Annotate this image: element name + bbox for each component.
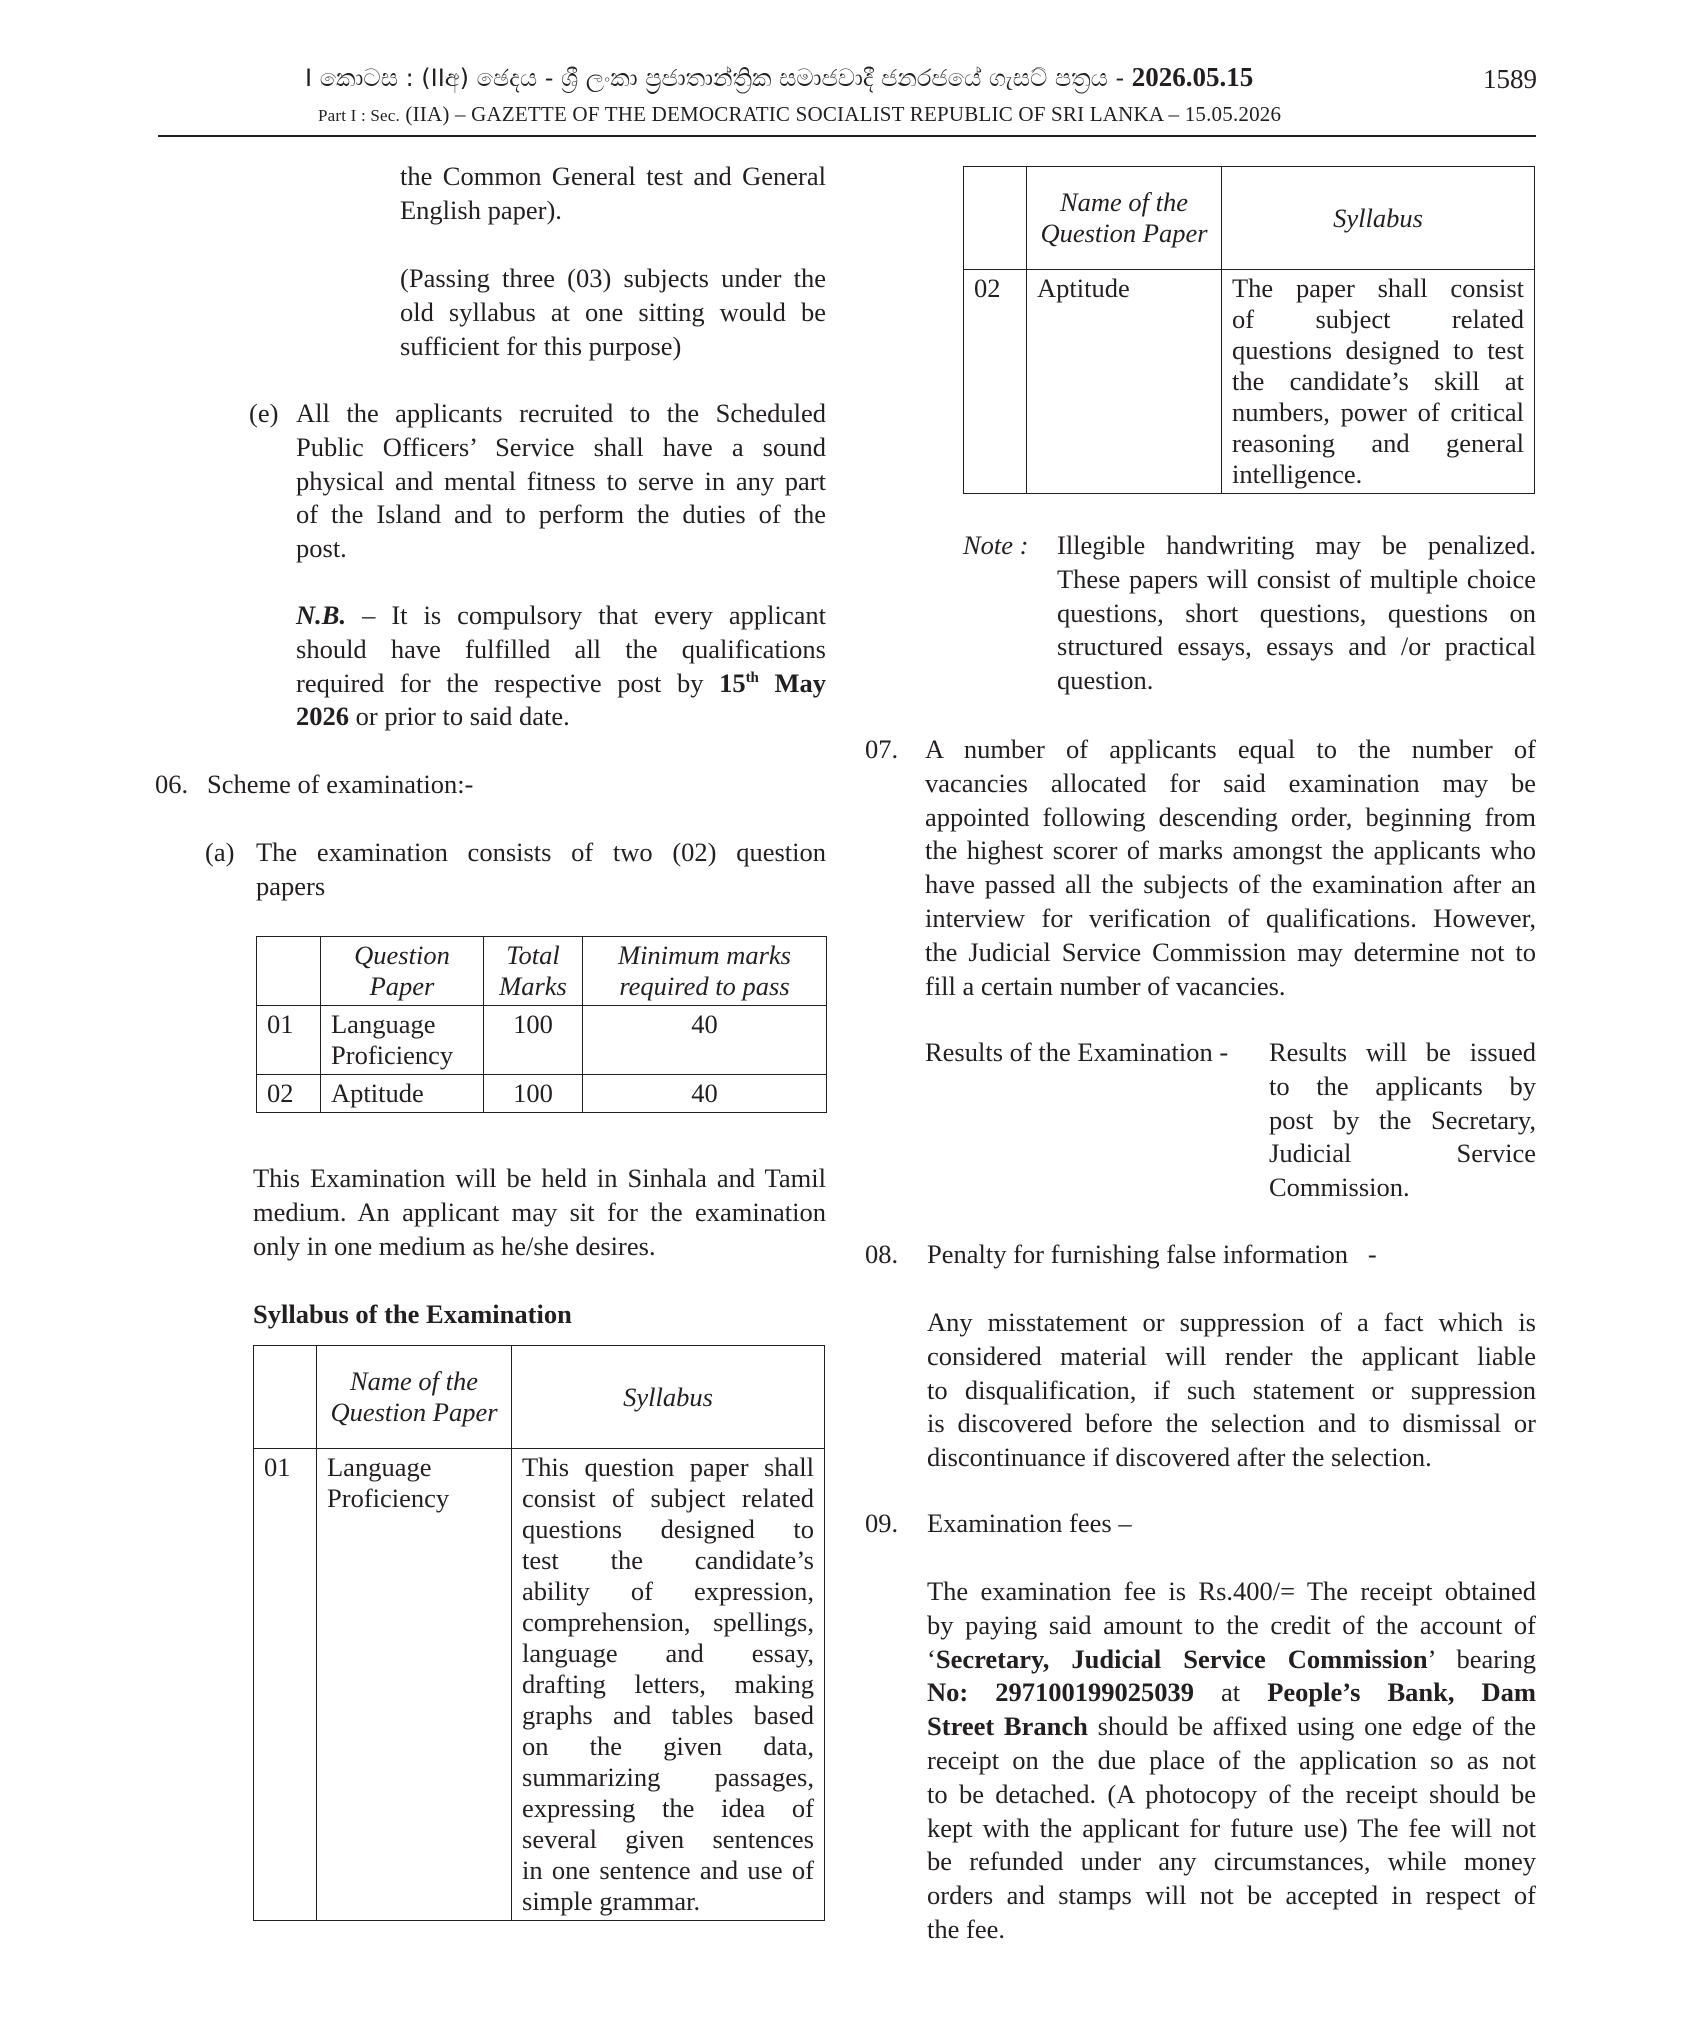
text-span: should be affixed using one edge of the bbox=[1087, 1711, 1536, 1742]
text-line bbox=[927, 1643, 1536, 1677]
text-line: by paying said amount to the credit of the account of bbox=[927, 1609, 1536, 1640]
syllabus-line: The paper shall consist bbox=[1232, 273, 1524, 303]
text-line: to be detached. (A photocopy of the receipt should be bbox=[927, 1778, 1536, 1809]
text-line: discontinuance if discovered after the selection. bbox=[927, 1442, 1432, 1473]
text-line: to the applicants by bbox=[1269, 1070, 1536, 1101]
syllabus-line: ability of expression, bbox=[522, 1576, 814, 1606]
text-line: receipt on the due place of the application so as not bbox=[927, 1744, 1536, 1775]
text-line: only in one medium as he/she desires. bbox=[253, 1230, 656, 1261]
syllabus-text-cell bbox=[512, 1449, 825, 1921]
syllabus-text-cell bbox=[1222, 270, 1535, 494]
syllabus-line: reasoning and general bbox=[1232, 428, 1524, 458]
syllabus-line: the candidate’s skill at bbox=[1232, 366, 1524, 396]
table-cell: 40 bbox=[583, 1006, 827, 1075]
table-header-cell: Name of the Question Paper bbox=[317, 1346, 512, 1449]
text-line: Public Officers’ Service shall have a sound bbox=[296, 431, 826, 462]
table-cell: Aptitude bbox=[1027, 270, 1222, 494]
text-line: These papers will consist of multiple choice bbox=[1057, 563, 1536, 594]
table-cell: 02 bbox=[257, 1075, 321, 1113]
continued-paragraph bbox=[400, 160, 826, 228]
text-line: sufficient for this purpose) bbox=[400, 330, 682, 361]
text-line: interview for verification of qualifications. However, bbox=[925, 902, 1536, 933]
text-line: to disqualification, if such statement or suppression bbox=[927, 1374, 1536, 1405]
syllabus-line: in one sentence and use of bbox=[522, 1855, 814, 1885]
table-header-row bbox=[964, 167, 1535, 270]
header-english-title: (IIA) – GAZETTE OF THE DEMOCRATIC SOCIALIST REPUBLIC OF SRI LANKA – 15.05.2026 bbox=[399, 102, 1282, 126]
text-line: orders and stamps will not be accepted in respect of bbox=[927, 1880, 1536, 1911]
syllabus-line: of subject related bbox=[1232, 304, 1524, 334]
text-line bbox=[927, 1676, 1536, 1710]
table-header-cell: Minimum marks required to pass bbox=[583, 937, 827, 1006]
text-line: have passed all the subjects of the examination after an bbox=[925, 869, 1536, 900]
text-line: post. bbox=[296, 533, 347, 564]
deadline-month: May bbox=[758, 667, 826, 698]
item-e-text bbox=[296, 397, 826, 566]
text-line: Judicial Service bbox=[1269, 1138, 1536, 1169]
text-line bbox=[296, 667, 826, 701]
text-span: or prior to said date. bbox=[349, 701, 570, 732]
bank-name: People’s Bank, Dam bbox=[1267, 1677, 1536, 1708]
text-line: the Judicial Service Commission may determine not to bbox=[925, 936, 1536, 967]
table-cell: 40 bbox=[583, 1075, 827, 1113]
section-08-text bbox=[927, 1306, 1536, 1475]
text-line: Commission. bbox=[1269, 1172, 1410, 1203]
results-label: Results of the Examination - bbox=[925, 1037, 1229, 1067]
table-cell: 02 bbox=[964, 270, 1027, 494]
table-cell: 01 bbox=[254, 1449, 317, 1921]
table-row bbox=[257, 1006, 827, 1075]
text-span: – It is compulsory that every applicant bbox=[346, 600, 826, 630]
table-cell: Language Proficiency bbox=[317, 1449, 512, 1921]
account-name: Secretary, Judicial Service Commission bbox=[935, 1643, 1428, 1674]
text-line bbox=[927, 1710, 1536, 1744]
text-line: Any misstatement or suppression of a fact which is bbox=[927, 1307, 1536, 1337]
question-papers-table bbox=[256, 936, 827, 1113]
syllabus-line: comprehension, spellings, bbox=[522, 1607, 814, 1637]
syllabus-line: simple grammar. bbox=[522, 1886, 701, 1916]
syllabus-line: test the candidate’s bbox=[522, 1545, 814, 1575]
section-09-title: Examination fees – bbox=[927, 1508, 1132, 1538]
text-line: question. bbox=[1057, 665, 1154, 696]
syllabus-table-2 bbox=[963, 166, 1535, 494]
text-line: This Examination will be held in Sinhala and Tamil bbox=[253, 1163, 826, 1193]
gazette-header-english bbox=[318, 102, 1281, 127]
section-06-number: 06. bbox=[155, 769, 189, 799]
text-line: old syllabus at one sitting would be bbox=[400, 296, 826, 327]
syllabus-line: on the given data, bbox=[522, 1731, 814, 1761]
text-line: (Passing three (03) subjects under the bbox=[400, 263, 826, 293]
table-header-cell: Syllabus bbox=[512, 1346, 825, 1449]
text-line: considered material will render the applicant liable bbox=[927, 1340, 1536, 1371]
nb-paragraph bbox=[296, 599, 826, 734]
text-line: the Common General test and General bbox=[400, 161, 826, 191]
table-header-cell: Total Marks bbox=[484, 937, 583, 1006]
table-header-cell bbox=[257, 937, 321, 1006]
results-text bbox=[1269, 1036, 1536, 1205]
text-line: should have fulfilled all the qualifications bbox=[296, 633, 826, 664]
text-line: The examination consists of two (02) question bbox=[256, 837, 826, 867]
section-06-title: Scheme of examination:- bbox=[207, 769, 474, 799]
account-number: No: 297100199025039 bbox=[927, 1677, 1194, 1708]
text-line: structured essays, essays and /or practical bbox=[1057, 631, 1536, 662]
syllabus-line: consist of subject related bbox=[522, 1483, 814, 1513]
text-span: required for the respective post by bbox=[296, 667, 720, 698]
syllabus-line: language and essay, bbox=[522, 1638, 814, 1668]
syllabus-heading: Syllabus of the Examination bbox=[253, 1299, 572, 1329]
table-cell: 100 bbox=[484, 1075, 583, 1113]
text-line: of the Island and to perform the duties of the bbox=[296, 499, 826, 530]
section-08-title: Penalty for furnishing false information - bbox=[927, 1239, 1377, 1269]
nb-label: N.B. bbox=[296, 600, 347, 630]
table-cell: 01 bbox=[257, 1006, 321, 1075]
text-line: All the applicants recruited to the Scheduled bbox=[296, 398, 826, 428]
text-line bbox=[296, 700, 826, 734]
text-line: English paper). bbox=[400, 194, 562, 225]
section-07-text bbox=[925, 733, 1536, 1003]
table-header-cell: Syllabus bbox=[1222, 167, 1535, 270]
table-header-cell bbox=[964, 167, 1027, 270]
text-line: The examination fee is Rs.400/= The receipt obtained bbox=[927, 1576, 1536, 1606]
deadline-day: 15 bbox=[719, 667, 746, 698]
syllabus-line: several given sentences bbox=[522, 1824, 814, 1854]
note-text bbox=[1057, 529, 1536, 698]
text-span: ’ bearing bbox=[1427, 1643, 1536, 1674]
text-line: papers bbox=[256, 870, 326, 901]
table-header-cell: Name of the Question Paper bbox=[1027, 167, 1222, 270]
syllabus-line: expressing the idea of bbox=[522, 1793, 814, 1823]
note-label: Note : bbox=[963, 530, 1029, 560]
section-09-text bbox=[927, 1575, 1536, 1947]
table-row bbox=[254, 1449, 825, 1921]
bank-branch: Street Branch bbox=[927, 1711, 1088, 1742]
table-row bbox=[964, 270, 1535, 494]
text-span: at bbox=[1194, 1677, 1268, 1708]
text-line: vacancies allocated for said examination may be bbox=[925, 767, 1536, 798]
deadline-suffix: th bbox=[745, 669, 759, 686]
syllabus-line: intelligence. bbox=[1232, 459, 1363, 489]
page-number: 1589 bbox=[1483, 64, 1537, 94]
text-line: medium. An applicant may sit for the examination bbox=[253, 1196, 826, 1227]
deadline-year: 2026 bbox=[296, 701, 349, 732]
text-line: fill a certain number of vacancies. bbox=[925, 970, 1286, 1001]
text-line: questions, short questions, questions on bbox=[1057, 597, 1536, 628]
text-line: post by the Secretary, bbox=[1269, 1104, 1536, 1135]
text-line: is discovered before the selection and to dismissal or bbox=[927, 1408, 1536, 1439]
syllabus-line: questions designed to test bbox=[1232, 335, 1524, 365]
table-cell: 100 bbox=[484, 1006, 583, 1075]
text-line: Results will be issued bbox=[1269, 1037, 1536, 1067]
syllabus-line: graphs and tables based bbox=[522, 1700, 814, 1730]
syllabus-line: drafting letters, making bbox=[522, 1669, 814, 1699]
item-e-label: (e) bbox=[249, 398, 279, 428]
text-line: the fee. bbox=[927, 1913, 1005, 1944]
syllabus-table-1 bbox=[253, 1345, 825, 1921]
text-line: appointed following descending order, beginning from bbox=[925, 801, 1536, 832]
gazette-header-sinhala bbox=[305, 62, 1253, 93]
text-line: A number of applicants equal to the number of bbox=[925, 734, 1536, 764]
text-line: physical and mental fitness to serve in any part bbox=[296, 465, 826, 496]
syllabus-line: questions designed to bbox=[522, 1514, 814, 1544]
header-rule bbox=[158, 135, 1536, 137]
table-header-cell bbox=[254, 1346, 317, 1449]
text-line: the highest scorer of marks amongst the applicants who bbox=[925, 835, 1536, 866]
syllabus-line: summarizing passages, bbox=[522, 1762, 814, 1792]
text-line bbox=[296, 599, 826, 633]
header-part-label: Part I : Sec. bbox=[318, 106, 400, 125]
text-line: Illegible handwriting may be penalized. bbox=[1057, 530, 1536, 560]
text-span: ‘ bbox=[927, 1643, 936, 1674]
table-cell: Aptitude bbox=[321, 1075, 484, 1113]
table-header-row bbox=[257, 937, 827, 1006]
syllabus-line: numbers, power of critical bbox=[1232, 397, 1524, 427]
text-line: kept with the applicant for future use) The fee will not bbox=[927, 1812, 1536, 1843]
table-row bbox=[257, 1075, 827, 1113]
text-line: be refunded under any circumstances, while money bbox=[927, 1846, 1536, 1877]
section-09-number: 09. bbox=[865, 1508, 899, 1538]
passing-note bbox=[400, 262, 826, 363]
syllabus-line: This question paper shall bbox=[522, 1452, 814, 1482]
header-sinhala-text: I කොටස : (IIඅ) ඡෙදය - ශ්‍රී ලංකා ප්‍රජාතාන්ත්‍රික සමාජවාදී ජනරජයේ ගැසට් පත්‍රය - bbox=[305, 64, 1132, 92]
medium-paragraph bbox=[253, 1162, 826, 1263]
item-a-label: (a) bbox=[205, 837, 235, 867]
item-a-text bbox=[256, 836, 826, 904]
table-header-cell: Question Paper bbox=[321, 937, 484, 1006]
table-header-row bbox=[254, 1346, 825, 1449]
header-date: 2026.05.15 bbox=[1131, 62, 1254, 92]
table-cell: Language Proficiency bbox=[321, 1006, 484, 1075]
section-07-number: 07. bbox=[865, 734, 899, 764]
section-08-number: 08. bbox=[865, 1239, 899, 1269]
